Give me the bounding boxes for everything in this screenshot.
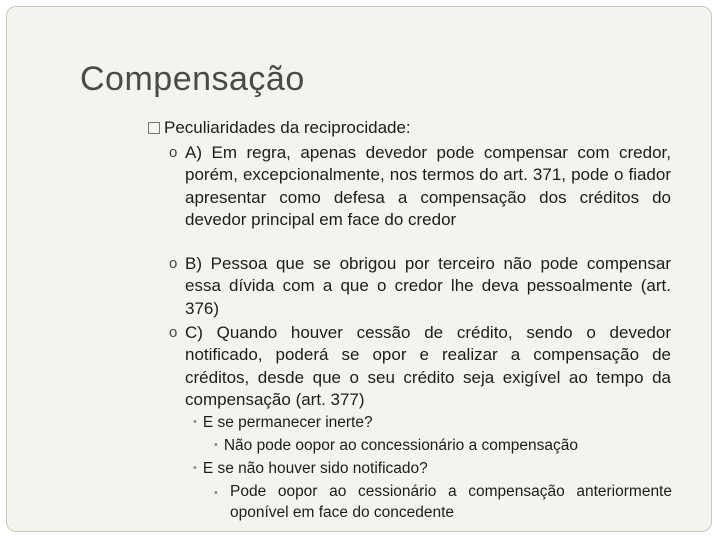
- square-bullet-icon: [148, 122, 160, 134]
- sub-question-text: E se não houver sido notificado?: [202, 460, 428, 477]
- heading-bullet: [148, 118, 411, 138]
- slide-title: Compensação: [80, 60, 305, 98]
- sub-answer-text: Não pode oopor ao concessionário a compensação: [223, 437, 579, 454]
- dot-bullet-icon: •: [214, 439, 218, 451]
- list-item-b: [169, 253, 671, 320]
- list-item-text: A) Em regra, apenas devedor pode compensar com credor, porém, excepcionalmente, nos termos do art. 371, pode o fiador apresentar como defesa a compensação dos créditos do devedor principal em face do credor: [185, 143, 671, 229]
- heading-text: Peculiaridades da reciprocidade:: [164, 118, 411, 137]
- circle-bullet-icon: o: [169, 324, 178, 341]
- sub-answer-1: [214, 437, 578, 455]
- circle-bullet-icon: o: [169, 144, 178, 161]
- list-item-c: [169, 322, 671, 411]
- sub-question-text: E se permanecer inerte?: [202, 414, 373, 431]
- dot-bullet-icon: •: [193, 462, 197, 474]
- list-item-text: C) Quando houver cessão de crédito, sendo o devedor notificado, poderá se opor e realizar a compensação de créditos, desde que o seu crédito seja exigível ao tempo da compensação (art. 377): [185, 323, 671, 409]
- list-item-text: B) Pessoa que se obrigou por terceiro não pode compensar essa dívida com a que o credor lhe deva pessoalmente (art. 376): [185, 254, 671, 318]
- sub-answer-2: [214, 482, 672, 523]
- sub-question-2: [193, 460, 428, 478]
- dot-bullet-icon: •: [193, 416, 197, 428]
- sub-question-1: [193, 414, 373, 432]
- sub-answer-text: Pode oopor ao cessionário a compensação anteriormente oponível em face do concedente: [230, 483, 672, 521]
- dot-bullet-icon: •: [214, 487, 218, 499]
- list-item-a: [169, 142, 671, 231]
- circle-bullet-icon: o: [169, 255, 178, 272]
